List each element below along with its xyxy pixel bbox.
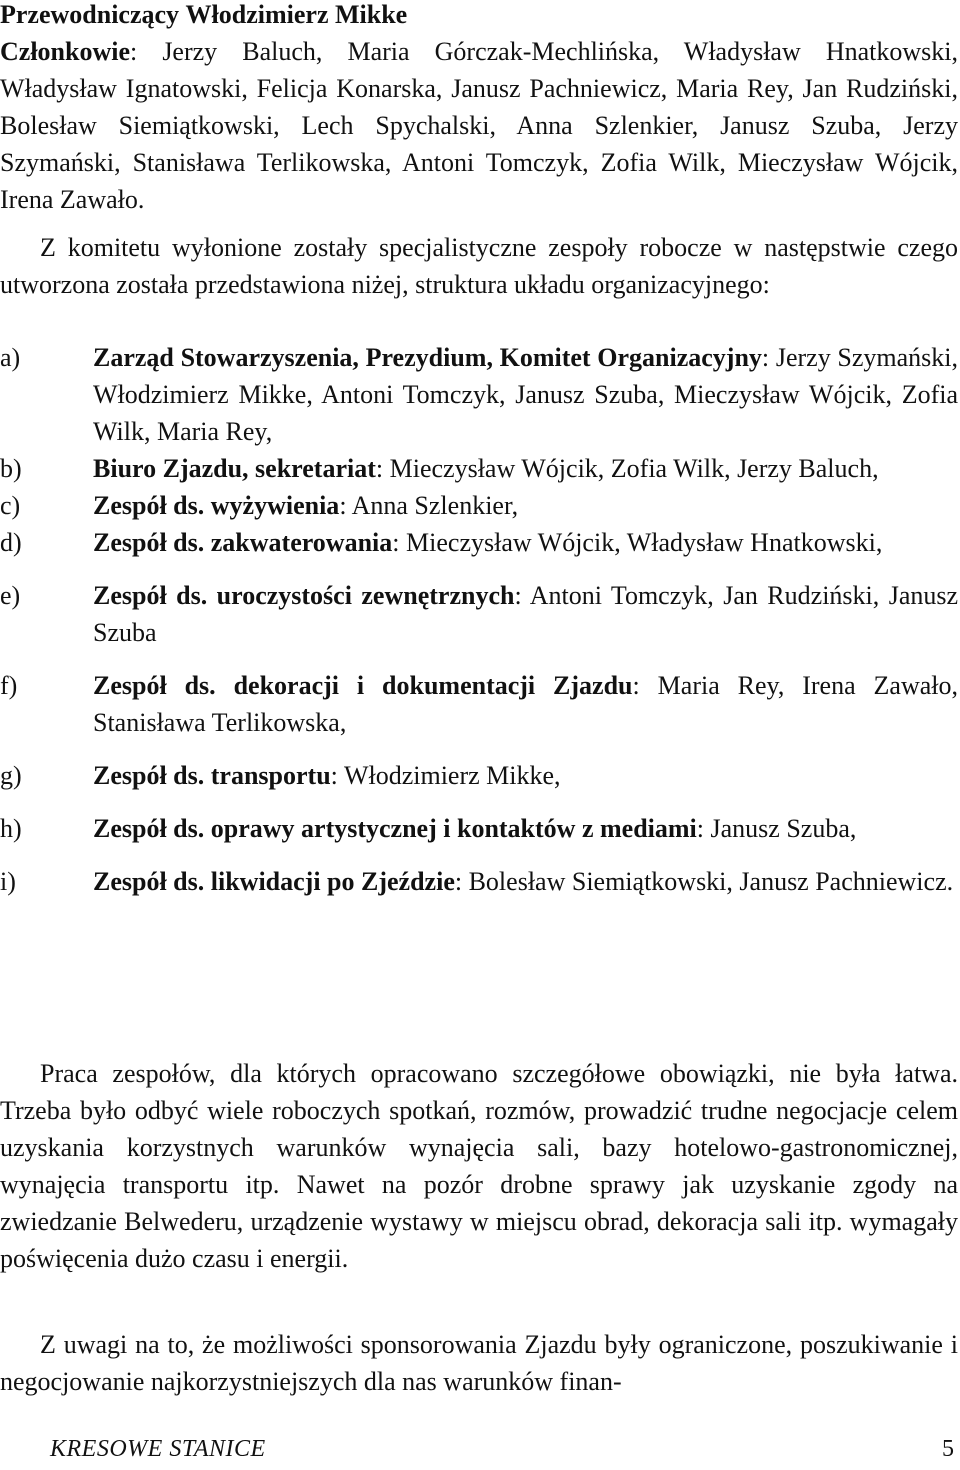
- list-item: d) Zespół ds. zakwaterowania: Mieczysław Wójcik, Władysław Hnatkowski,: [0, 524, 958, 561]
- team-members: Antoni Tomczyk, Jan Rudziński, Janusz Szuba: [93, 581, 959, 647]
- team-name: Zarząd Stowarzyszenia, Prezydium, Komitet Organizacyjny: [93, 343, 762, 372]
- list-marker: a): [0, 343, 21, 372]
- team-list: [0, 339, 958, 900]
- team-name-prefix: Zespół ds.: [93, 761, 205, 790]
- team-name: uroczystości zewnętrznych: [216, 581, 515, 610]
- chair-label: Przewodniczący: [0, 0, 180, 29]
- list-marker: i): [0, 867, 16, 896]
- team-name-prefix: Zespół ds.: [93, 528, 205, 557]
- list-marker: g): [0, 761, 22, 790]
- team-members: Anna Szlenkier,: [351, 491, 519, 520]
- list-marker: e): [0, 581, 21, 610]
- list-marker: d): [0, 528, 22, 557]
- team-members: Włodzimierz Mikke,: [343, 761, 561, 790]
- team-members: Mieczysław Wójcik, Władysław Hnatkowski,: [406, 528, 883, 557]
- list-marker: b): [0, 454, 22, 483]
- members-label: Członkowie: [0, 37, 130, 66]
- team-name: transportu: [210, 761, 331, 790]
- team-name-prefix: Zespół ds.: [93, 814, 205, 843]
- team-members: Bolesław Siemiątkowski, Janusz Pachniewicz.: [468, 867, 954, 896]
- team-members: Maria Rey, Irena Zawało, Stanisława Terlikowska,: [93, 671, 958, 737]
- team-name-prefix: Zespół ds.: [93, 867, 205, 896]
- chair-line: [0, 0, 958, 33]
- chair-name: Włodzimierz Mikke: [185, 0, 408, 29]
- list-marker: h): [0, 814, 22, 843]
- team-members: Mieczysław Wójcik, Zofia Wilk, Jerzy Baluch,: [389, 454, 879, 483]
- team-name: zakwaterowania: [210, 528, 393, 557]
- team-name: wyżywienia: [210, 491, 340, 520]
- list-item: e) Zespół ds. uroczystości zewnętrznych: Antoni Tomczyk, Jan Rudziński, Janusz Szuba: [0, 577, 958, 651]
- sponsor-paragraph: Z uwagi na to, że możliwości sponsorowania Zjazdu były ograniczone, poszukiwanie i negocjowanie najkorzystniejszych dla nas warunków finan-: [0, 1330, 958, 1396]
- team-members: Janusz Szuba,: [710, 814, 857, 843]
- team-name: likwidacji po Zjeździe: [210, 867, 455, 896]
- list-item: i) Zespół ds. likwidacji po Zjeździe: Bolesław Siemiątkowski, Janusz Pachniewicz.: [0, 863, 958, 900]
- list-item: c) Zespół ds. wyżywienia: Anna Szlenkier,: [0, 487, 958, 524]
- list-item: f) Zespół ds. dekoracji i dokumentacji Zjazdu: Maria Rey, Irena Zawało, Stanisława Terlikowska,: [0, 667, 958, 741]
- team-name: oprawy artystycznej i kontaktów z mediami: [210, 814, 697, 843]
- team-name: dekoracji i dokumentacji Zjazdu: [233, 671, 633, 700]
- team-name: Biuro Zjazdu, sekretariat: [93, 454, 376, 483]
- list-item: g) Zespół ds. transportu: Włodzimierz Mikke,: [0, 757, 958, 794]
- intro-paragraph: Z komitetu wyłonione zostały specjalistyczne zespoły robocze w następstwie czego utworzona została przedstawiona niżej, struktura układu organizacyjnego:: [0, 233, 958, 299]
- team-name-prefix: Zespół ds.: [93, 491, 205, 520]
- list-item: b) Biuro Zjazdu, sekretariat: Mieczysław Wójcik, Zofia Wilk, Jerzy Baluch,: [0, 450, 958, 487]
- list-item: a) Zarząd Stowarzyszenia, Prezydium, Komitet Organizacyjny: Jerzy Szymański, Włodzimierz Mikke, Antoni Tomczyk, Janusz Szuba, Mieczysław Wójcik, Zofia Wilk, Maria Rey,: [0, 339, 958, 450]
- list-item: h) Zespół ds. oprawy artystycznej i kontaktów z mediami: Janusz Szuba,: [0, 810, 958, 847]
- team-name-prefix: Zespół ds.: [93, 581, 208, 610]
- page-number: 5: [942, 1436, 954, 1462]
- work-paragraph: Praca zespołów, dla których opracowano szczegółowe obowiązki, nie była łatwa. Trzeba było odbyć wiele roboczych spotkań, rozmów, prowadzić trudne negocjacje celem uzyskania korzystnych warunków wynajęcia sali, bazy hotelowo-gastronomicznej, wynajęcia transportu itp. Nawet na pozór drobne sprawy jak uzyskanie zgody na zwiedzanie Belwederu, urządzenie wystawy w miejscu obrad, dekoracja sali itp. wymagały poświęcenia dużo czasu i energii.: [0, 1059, 958, 1273]
- list-marker: c): [0, 491, 21, 520]
- team-members: Jerzy Szymański, Włodzimierz Mikke, Antoni Tomczyk, Janusz Szuba, Mieczysław Wójcik, Zofia Wilk, Maria Rey,: [93, 343, 958, 446]
- team-name-prefix: Zespół ds.: [93, 671, 216, 700]
- list-marker: f): [0, 671, 18, 700]
- footer-publication-title: KRESOWE STANICE: [50, 1436, 266, 1462]
- members-text: Jerzy Baluch, Maria Górczak-Mechlińska, Władysław Hnatkowski, Władysław Ignatowski, Felicja Konarska, Janusz Pachniewicz, Maria Rey, Jan Rudziński, Bolesław Siemiątkowski, Lech Spychalski, Anna Szlenkier, Janusz Szuba, Jerzy Szymański, Stanisława Terlikowska, Antoni Tomczyk, Zofia Wilk, Mieczysław Wójcik, Irena Zawało.: [0, 37, 958, 214]
- members-paragraph: Członkowie: Jerzy Baluch, Maria Górczak-Mechlińska, Władysław Hnatkowski, Władysław Ignatowski, Felicja Konarska, Janusz Pachniewicz, Maria Rey, Jan Rudziński, Bolesław Siemiątkowski, Lech Spychalski, Anna Szlenkier, Janusz Szuba, Jerzy Szymański, Stanisława Terlikowska, Antoni Tomczyk, Zofia Wilk, Mieczysław Wójcik, Irena Zawało.: [0, 37, 958, 214]
